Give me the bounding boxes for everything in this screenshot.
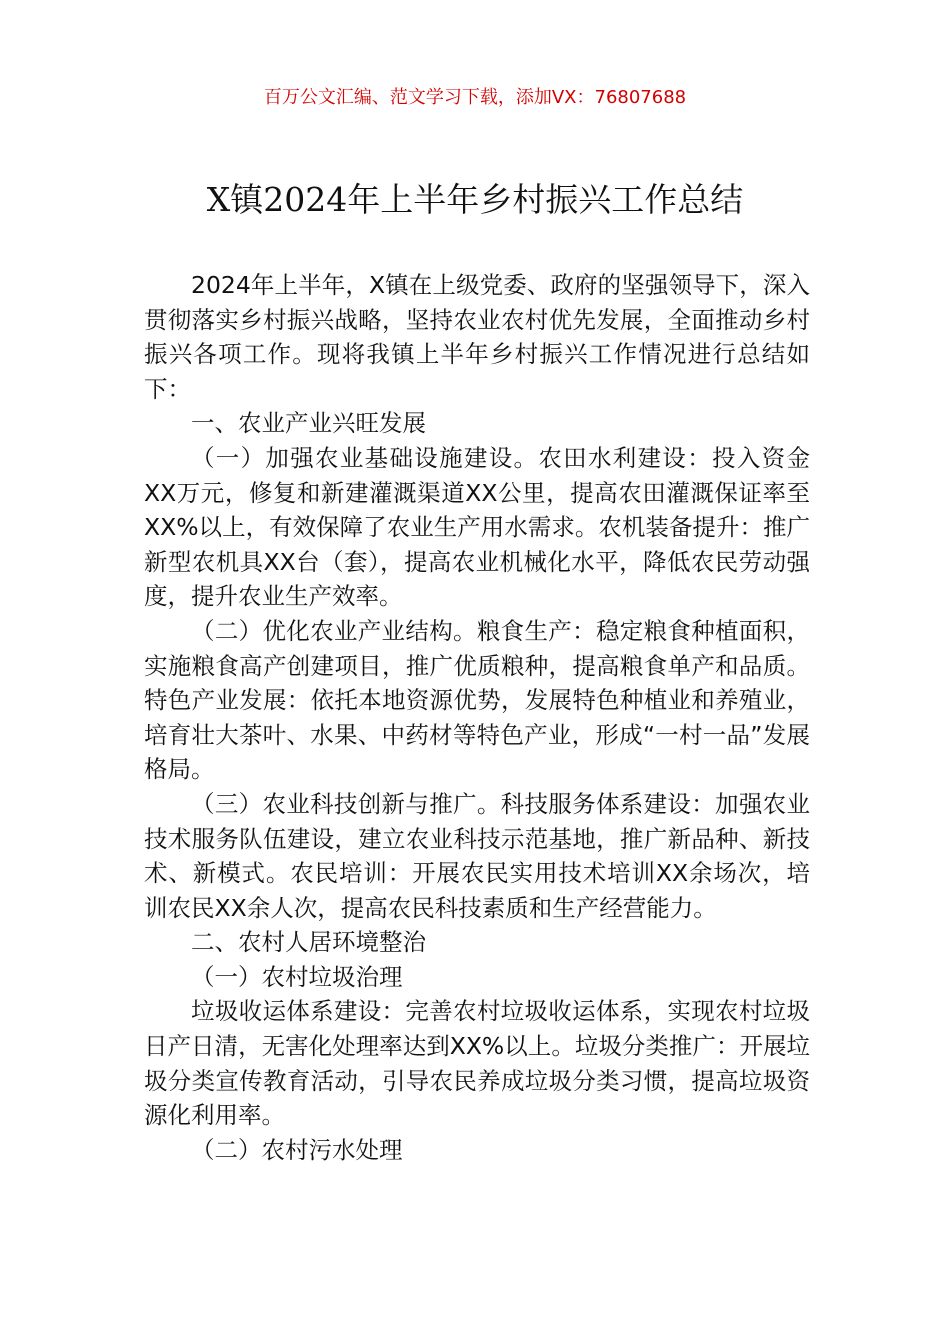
intro-paragraph: 2024年上半年，X镇在上级党委、政府的坚强领导下，深入贯彻落实乡村振兴战略，坚持农业农村优先发展，全面推动乡村振兴各项工作。现将我镇上半年乡村振兴工作情况进行总结如下： xyxy=(144,271,810,403)
body-paragraph: （一）加强农业基础设施建设。农田水利建设：投入资金XX万元，修复和新建灌溉渠道XX公里，提高农田灌溉保证率至XX%以上，有效保障了农业生产用水需求。农机装备提升：推广新型农机具XX台（套），提高农业机械化水平，降低农民劳动强度，提升农业生产效率。 xyxy=(144,443,810,611)
body-paragraph: （三）农业科技创新与推广。科技服务体系建设：加强农业技术服务队伍建设，建立农业科技示范基地，推广新品种、新技术、新模式。农民培训：开展农民实用技术培训XX余场次，培训农民XX余人次，提高农民科技素质和生产经营能力。 xyxy=(144,789,810,922)
document-body xyxy=(144,268,810,1167)
section-heading: 二、农村人居环境整治 xyxy=(191,928,426,957)
document-title: X镇2024年上半年乡村振兴工作总结 xyxy=(206,180,744,219)
body-paragraph: （二）优化农业产业结构。粮食生产：稳定粮食种植面积，实施粮食高产创建项目，推广优质粮种，提高粮食单产和品质。特色产业发展：依托本地资源优势，发展特色种植业和养殖业，培育壮大茶叶、水果、中药材等特色产业，形成“一村一品”发展格局。 xyxy=(144,616,810,784)
section-heading: 一、农业产业兴旺发展 xyxy=(191,409,426,438)
subsection-heading: （二）农村污水处理 xyxy=(191,1135,403,1164)
body-paragraph: 垃圾收运体系建设：完善农村垃圾收运体系，实现农村垃圾日产日清，无害化处理率达到XX%以上。垃圾分类推广：开展垃圾分类宣传教育活动，引导农民养成垃圾分类习惯，提高垃圾资源化利用率。 xyxy=(144,997,810,1130)
subsection-heading: （一）农村垃圾治理 xyxy=(191,962,403,991)
watermark-banner: 百万公文汇编、范文学习下载，添加VX：76807688 xyxy=(263,87,687,108)
